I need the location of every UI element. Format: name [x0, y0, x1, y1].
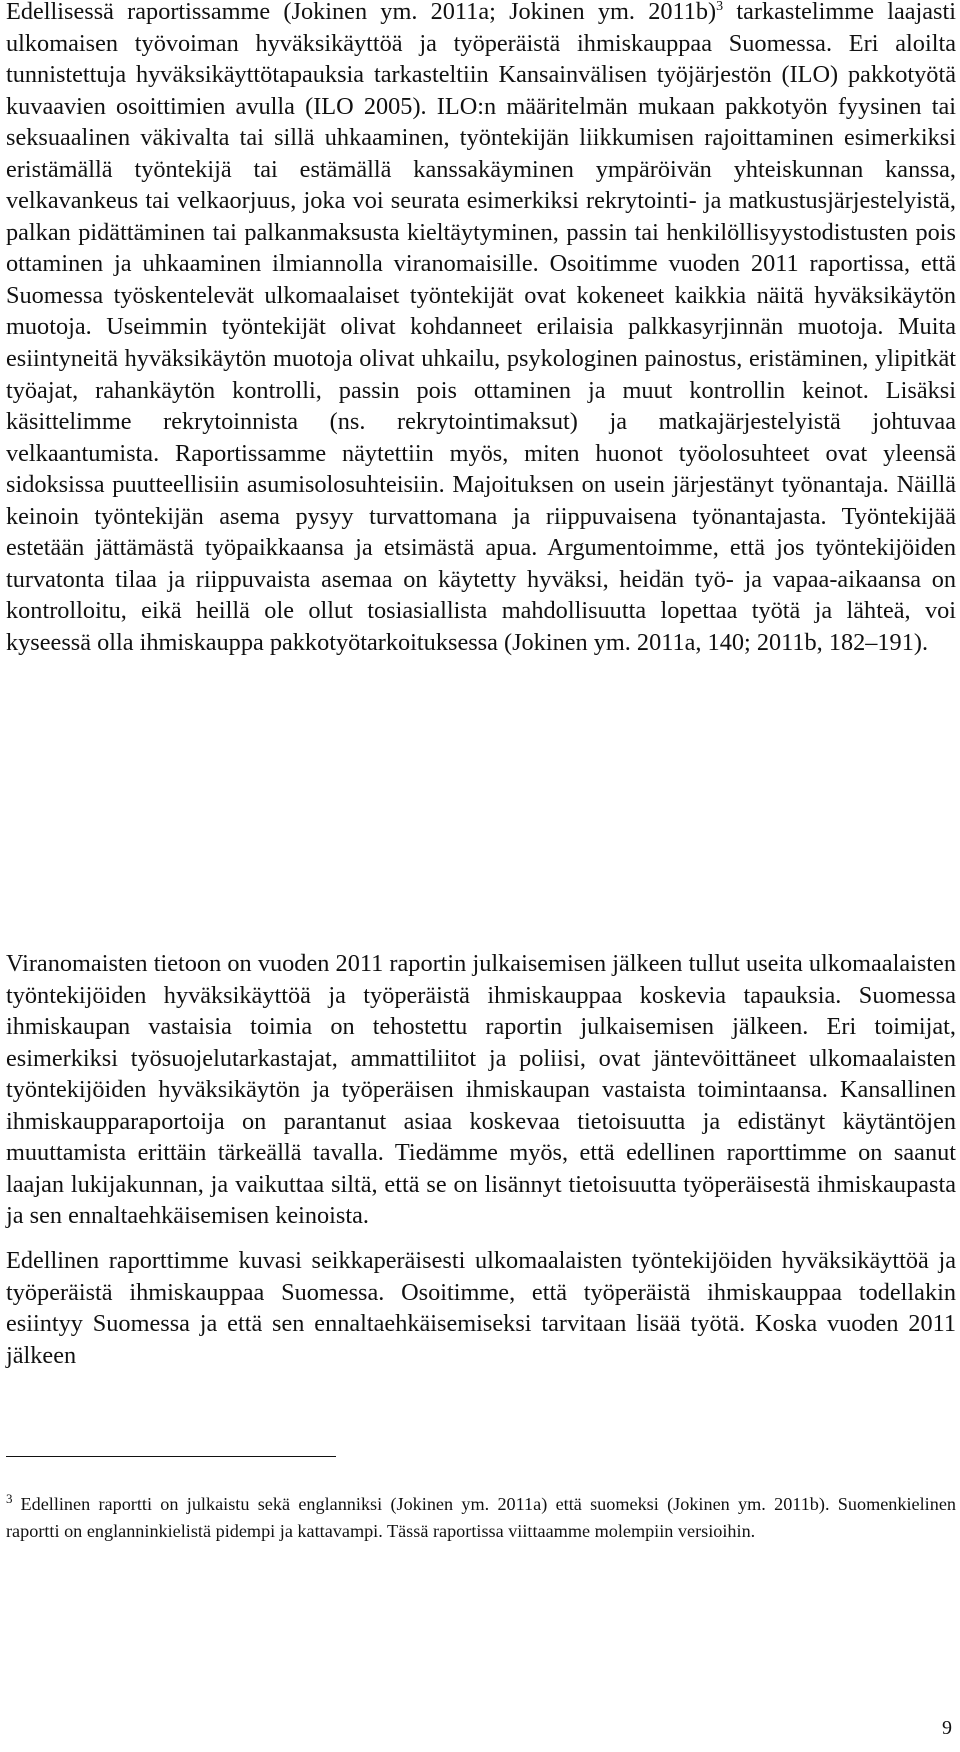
page-number: 9: [942, 1717, 952, 1739]
paragraph-1-text-start: Edellisessä raportissamme (Jokinen ym. 2011a; Jokinen ym. 2011b): [6, 0, 717, 25]
paragraph-2: Viranomaisten tietoon on vuoden 2011 raportin julkaisemisen jälkeen tullut useita ulkomaalaisten työntekijöiden hyväksikäyttöä ja työperäistä ihmiskauppaa koskevia tapauksia. Suomessa ihmiskaupan vastaisia toimia on tehostettu raportin julkaisemisen jälkeen. Eri toimijat, esimerkiksi työsuojelutarkastajat, ammattiliitot ja poliisi, ovat jäntevöittäneet ulkomaalaisten työntekijöiden hyväksikäytön ja työperäisen ihmiskaupan vastaista toimintaansa. Kansallinen ihmiskaupparaportoija on parantanut asiaa koskevaa tietoisuutta ja edistänyt käytäntöjen muuttamista erittäin tärkeällä tavalla. Tiedämme myös, että edellinen raporttimme on saanut laajan lukijakunnan, ja vaikuttaa siltä, että se on lisännyt tietoisuutta työperäisestä ihmiskaupasta ja sen ennaltaehkäisemisen keinoista.: [6, 950, 956, 1230]
footnote: [6, 1491, 956, 1545]
footnote-marker: 3: [6, 1490, 13, 1506]
footnote-text: Edellinen raportti on julkaistu sekä englanniksi (Jokinen ym. 2011a) että suomeksi (Jokinen ym. 2011b). Suomenkielinen raportti on englanninkielistä pidempi ja kattavampi. Tässä raportissa viittaamme molempiin versioihin.: [6, 1494, 956, 1541]
footnote-divider: [6, 1456, 336, 1457]
footnote-reference: 3: [716, 0, 724, 14]
paragraph-3: Edellinen raporttimme kuvasi seikkaperäisesti ulkomaalaisten työntekijöiden hyväksikäyttöä ja työperäistä ihmiskauppaa Suomessa. Osoitimme, että työperäistä ihmiskauppaa todellakin esiintyy Suomessa ja että sen ennaltaehkäisemiseksi tarvitaan lisää työtä. Koska vuoden 2011 jälkeen: [6, 1247, 956, 1369]
paragraph-1: [6, 0, 956, 658]
paragraph-1-text-rest: tarkastelimme laajasti ulkomaisen työvoiman hyväksikäyttöä ja työperäistä ihmiskauppaa Suomessa. Eri aloilta tunnistettuja hyväksikäyttötapauksia tarkasteltiin Kansainvälisen työjärjestön (ILO) pakkotyötä kuvaavien osoittimien avulla (ILO 2005). ILO:n määritelmän mukaan pakkotyön fyysinen tai seksuaalinen väkivalta tai sillä uhkaaminen, työntekijän liikkumisen rajoittaminen esimerkiksi eristämällä työntekijä tai estämällä kanssakäyminen ympäröivän yhteiskunnan kanssa, velkavankeus tai velkaorjuus, joka voi seurata esimerkiksi rekrytointi- ja matkustusjärjestelyistä, palkan pidättäminen tai palkanmaksusta kieltäytyminen, passin tai henkilöllisyystodistusten pois ottaminen ja uhkaaminen ilmiannolla viranomaisille. Osoitimme vuoden 2011 raportissa, että Suomessa työskentelevät ulkomaalaiset työntekijät ovat kokeneet kaikkia näitä hyväksikäytön muotoja. Useimmin työntekijät olivat kohdanneet erilaisia palkkasyrjinnän muotoja. Muita esiintyneitä hyväksikäytön muotoja olivat uhkailu, psykologinen painostus, eristäminen, ylipitkät työajat, rahankäytön kontrolli, passin pois ottaminen ja muut kontrollin keinot. Lisäksi käsittelimme rekrytoinnista (ns. rekrytointimaksut) ja matkajärjestelyistä johtuvaa velkaantumista. Raportissamme näytettiin myös, miten huonot työolosuhteet ovat yleensä sidoksissa puutteellisiin asumisolosuhteisiin. Majoituksen on usein järjestänyt työnantaja. Näillä keinoin työntekijän asema pysyy turvattomana ja riippuvaisena työnantajasta. Työntekijää estetään jättämästä työpaikkaansa ja etsimästä apua. Argumentoimme, että jos työntekijöiden turvatonta tilaa ja riippuvaista asemaa on käytetty hyväksi, heidän työ- ja vapaa-aikaansa on kontrolloitu, eikä heillä ole ollut tosiasiallista mahdollisuutta lopettaa työtä ja lähteä, voi kyseessä olla ihmiskauppa pakkotyötarkoituksessa (Jokinen ym. 2011a, 140; 2011b, 182–191).: [6, 0, 957, 656]
